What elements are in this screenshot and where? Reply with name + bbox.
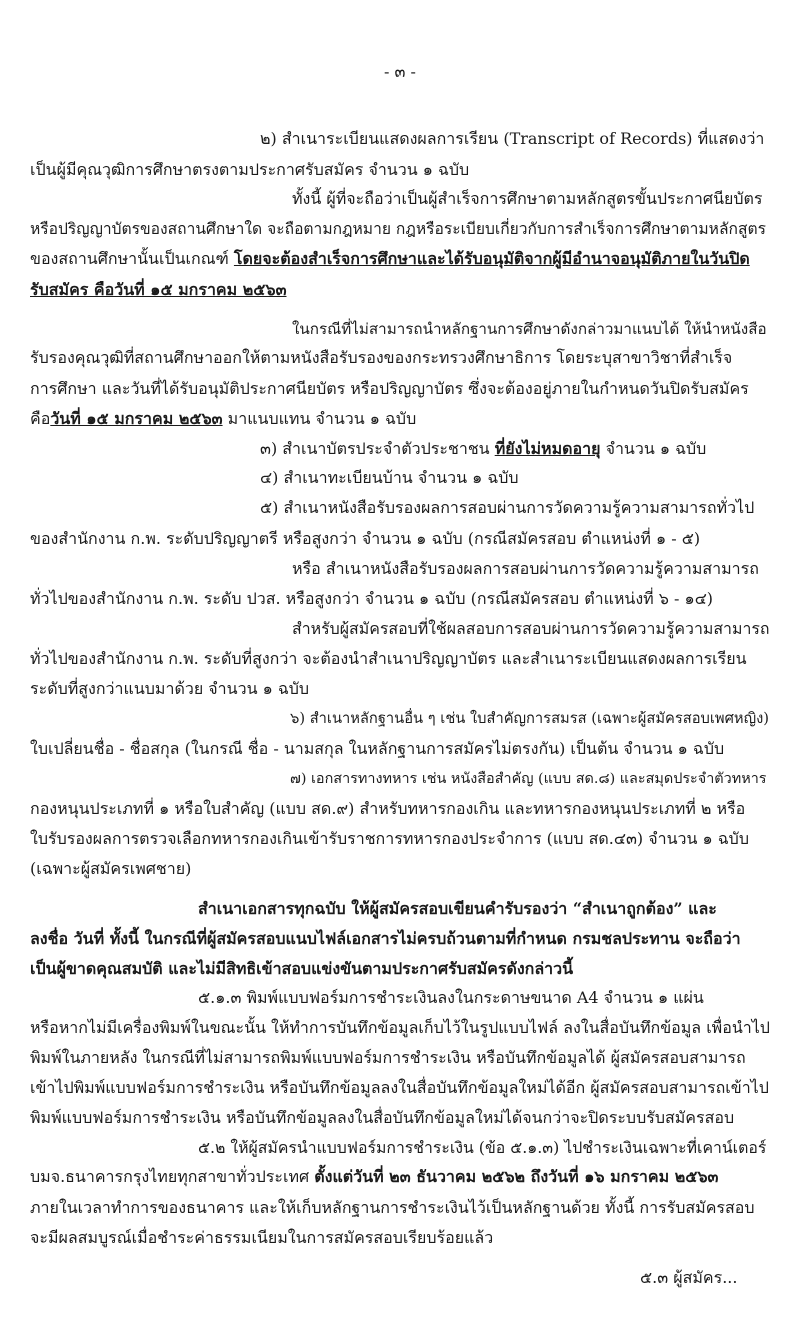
text-segment: จำนวน ๑ ฉบับ <box>600 439 707 458</box>
text-line: รับรองคุณวุฒิที่สถานศึกษาออกให้ตามหนังสือรับรองของกระทรวงศึกษาธิการ โดยระบุสาขาวิชาที่สำเร็จ <box>30 348 733 367</box>
text-line: ๔) สำเนาทะเบียนบ้าน จำนวน ๑ ฉบับ <box>260 468 519 487</box>
text-line: เข้าไปพิมพ์แบบฟอร์มการชำระเงิน หรือบันทึกข้อมูลลงในสื่อบันทึกข้อมูลใหม่ได้อีก ผู้สมัครสอบสามารถเข้าไป <box>30 1078 769 1097</box>
text-line: ใบรับรองผลการตรวจเลือกทหารกองเกินเข้ารับราชการทหารกองประจำการ (แบบ สด.๔๓) จำนวน ๑ ฉบับ <box>30 829 749 848</box>
text-line: ๕.๑.๓ พิมพ์แบบฟอร์มการชำระเงินลงในกระดาษขนาด A4 จำนวน ๑ แผ่น <box>198 988 704 1007</box>
text-segment: ของสถานศึกษานั้นเป็นเกณฑ์ <box>30 249 234 268</box>
text-line-bold: เป็นผู้ขาดคุณสมบัติ และไม่มีสิทธิเข้าสอบแข่งขันตามประกาศรับสมัครดังกล่าวนี้ <box>30 959 574 978</box>
text-line: ทั่วไปของสำนักงาน ก.พ. ระดับ ปวส. หรือสูงกว่า จำนวน ๑ ฉบับ (กรณีสมัครสอบ ตำแหน่งที่ ๖ - ๑๔) <box>30 589 714 608</box>
text-line: พิมพ์แบบฟอร์มการชำระเงิน หรือบันทึกข้อมูลลงในสื่อบันทึกข้อมูลใหม่ได้จนกว่าจะปิดระบบรับสมัครสอบ <box>30 1108 735 1127</box>
text-line: ทั่วไปของสำนักงาน ก.พ. ระดับที่สูงกว่า จะต้องนำสำเนาปริญญาบัตร และสำเนาระเบียนแสดงผลการเรียน <box>30 649 747 668</box>
text-line: เป็นผู้มีคุณวุฒิการศึกษาตรงตามประกาศรับสมัคร จำนวน ๑ ฉบับ <box>30 160 470 179</box>
emphasis-text: โดยจะต้องสำเร็จการศึกษาและได้รับอนุมัติจากผู้มีอำนาจอนุมัติภายในวันปิด <box>233 249 750 268</box>
text-line <box>260 438 706 460</box>
text-line: หรือปริญญาบัตรของสถานศึกษาใด จะถือตามกฎหมาย กฎหรือระเบียบเกี่ยวกับการสำเร็จการศึกษาตามหลักสูตร <box>30 220 766 238</box>
text-line: ๕.๒ ให้ผู้สมัครนำแบบฟอร์มการชำระเงิน (ข้อ ๕.๑.๓) ไปชำระเงินเฉพาะที่เคาน์เตอร์ <box>198 1138 767 1157</box>
text-line: ภายในเวลาทำการของธนาคาร และให้เก็บหลักฐานการชำระเงินไว้เป็นหลักฐานด้วย ทั้งนี้ การรับสมัครสอบ <box>30 1198 755 1217</box>
text-line: ๒) สำเนาระเบียนแสดงผลการเรียน (Transcript of Records) ที่แสดงว่า <box>260 129 765 148</box>
continuation-note: ๕.๓ ผู้สมัคร... <box>640 1268 738 1287</box>
text-line: ๗) เอกสารทางทหาร เช่น หนังสือสำคัญ (แบบ สด.๘) และสมุดประจำตัวทหาร <box>290 771 767 787</box>
text-line: หรือ สำเนาหนังสือรับรองผลการสอบผ่านการวัดความรู้ความสามารถ <box>292 559 759 578</box>
text-line: ของสำนักงาน ก.พ. ระดับปริญญาตรี หรือสูงกว่า จำนวน ๑ ฉบับ (กรณีสมัครสอบ ตำแหน่งที่ ๑ - ๕) <box>30 529 701 548</box>
text-line <box>30 248 750 270</box>
text-segment: บมจ.ธนาคารกรุงไทยทุกสาขาทั่วประเทศ <box>30 1167 315 1186</box>
page-number: - ๓ - <box>384 62 416 81</box>
text-line: จะมีผลสมบูรณ์เมื่อชำระค่าธรรมเนียมในการสมัครสอบเรียบร้อยแล้ว <box>30 1228 494 1247</box>
emphasis-text: ที่ยังไม่หมดอายุ <box>494 439 601 458</box>
text-line: ระดับที่สูงกว่าแนบมาด้วย จำนวน ๑ ฉบับ <box>30 679 310 698</box>
text-line-bold: ลงชื่อ วันที่ ทั้งนี้ ในกรณีที่ผู้สมัครสอบแนบไฟล์เอกสารไม่ครบถ้วนตามที่กำหนด กรมชลประทาน จะถือว่า <box>30 929 741 948</box>
text-line: ทั้งนี้ ผู้ที่จะถือว่าเป็นผู้สำเร็จการศึกษาตามหลักสูตรขั้นประกาศนียบัตร <box>292 189 763 208</box>
emphasis-text: ตั้งแต่วันที่ ๒๓ ธันวาคม ๒๕๖๒ ถึงวันที่ ๑๖ มกราคม ๒๕๖๓ <box>314 1167 719 1186</box>
text-line: ในกรณีที่ไม่สามารถนำหลักฐานการศึกษาดังกล่าวมาแนบได้ ให้นำหนังสือ <box>292 320 767 338</box>
text-line: กองหนุนประเภทที่ ๑ หรือใบสำคัญ (แบบ สด.๙) สำหรับทหารกองเกิน และทหารกองหนุนประเภทที่ ๒ หรือ <box>30 799 746 818</box>
text-line: การศึกษา และวันที่ได้รับอนุมัติประกาศนียบัตร หรือปริญญาบัตร ซึ่งจะต้องอยู่ภายในกำหนดวันปิดรับสมัคร <box>30 379 749 398</box>
text-line: (เฉพาะผู้สมัครเพศชาย) <box>30 859 192 878</box>
text-line: หรือหากไม่มีเครื่องพิมพ์ในขณะนั้น ให้ทำการบันทึกข้อมูลเก็บไว้ในรูปแบบไฟล์ ลงในสื่อบันทึกข้อมูล เพื่อนำไป <box>30 1018 770 1037</box>
text-segment: ๓) สำเนาบัตรประจำตัวประชาชน <box>260 439 495 458</box>
text-line: พิมพ์ในภายหลัง ในกรณีที่ไม่สามารถพิมพ์แบบฟอร์มการชำระเงิน หรือบันทึกข้อมูลได้ ผู้สมัครสอบสามารถ <box>30 1048 746 1067</box>
text-line: ๖) สำเนาหลักฐานอื่น ๆ เช่น ใบสำคัญการสมรส (เฉพาะผู้สมัครสอบเพศหญิง) <box>290 710 770 727</box>
text-line: สำหรับผู้สมัครสอบที่ใช้ผลสอบการสอบผ่านการวัดความรู้ความสามารถ <box>292 619 770 638</box>
text-segment: มาแนบแทน จำนวน ๑ ฉบับ <box>222 409 417 428</box>
text-line-emphasis: รับสมัคร คือวันที่ ๑๕ มกราคม ๒๕๖๓ <box>30 280 287 299</box>
text-line: ใบเปลี่ยนชื่อ - ชื่อสกุล (ในกรณี ชื่อ - นามสกุล ในหลักฐานการสมัครไม่ตรงกัน) เป็นต้น จำนวน ๑ ฉบับ <box>30 739 725 758</box>
emphasis-text: วันที่ ๑๕ มกราคม ๒๕๖๓ <box>50 409 223 428</box>
text-line <box>30 1166 718 1188</box>
text-segment: คือ <box>30 409 51 428</box>
text-line-bold: สำเนาเอกสารทุกฉบับ ให้ผู้สมัครสอบเขียนคำรับรองว่า “สำเนาถูกต้อง” และ <box>198 899 717 918</box>
text-line <box>30 408 416 430</box>
text-line: ๕) สำเนาหนังสือรับรองผลการสอบผ่านการวัดความรู้ความสามารถทั่วไป <box>260 498 755 517</box>
